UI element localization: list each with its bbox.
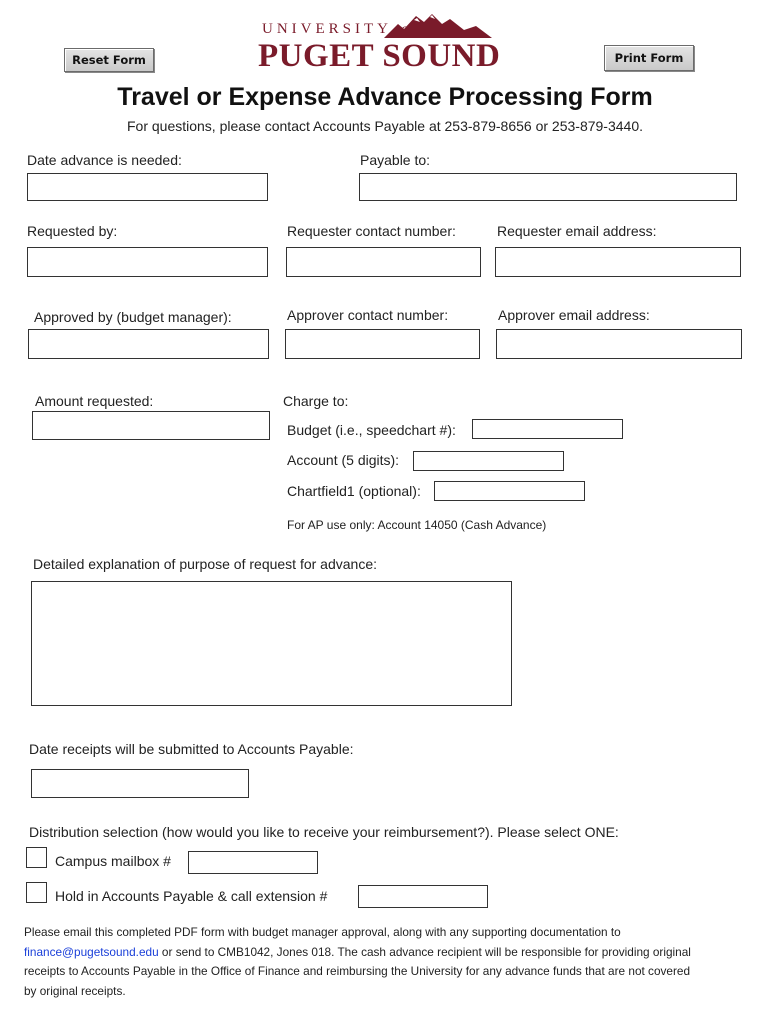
print-form-button[interactable]: Print Form bbox=[604, 45, 694, 71]
footer-text-before: Please email this completed PDF form with budget manager approval, along with any supporting documentation to bbox=[24, 925, 621, 939]
account-field[interactable] bbox=[413, 451, 564, 471]
campus-mailbox-field[interactable] bbox=[188, 851, 318, 874]
campus-mailbox-checkbox[interactable] bbox=[26, 847, 47, 868]
mountain-icon bbox=[384, 8, 492, 40]
logo-puget-sound-text: PUGET SOUND bbox=[258, 38, 501, 74]
receipts-date-field[interactable] bbox=[31, 769, 249, 798]
requester-email-label: Requester email address: bbox=[497, 223, 657, 239]
chartfield-field[interactable] bbox=[434, 481, 585, 501]
account-label: Account (5 digits): bbox=[287, 452, 400, 468]
campus-mailbox-label: Campus mailbox # bbox=[55, 853, 171, 869]
hold-ap-label: Hold in Accounts Payable & call extension # bbox=[55, 888, 328, 904]
finance-email-link[interactable]: finance@pugetsound.edu bbox=[24, 944, 159, 959]
page-title: Travel or Expense Advance Processing Form bbox=[117, 83, 653, 111]
amount-requested-label: Amount requested: bbox=[35, 393, 154, 409]
chartfield-label: Chartfield1 (optional): bbox=[287, 483, 421, 499]
amount-requested-field[interactable] bbox=[32, 411, 270, 440]
footer-text-after: or send to CMB1042, Jones 018. The cash advance recipient will be responsible for providing original receipts to Accounts Payable in the Office of Finance and reimbursing the University for any advance funds that are not covered by original receipts. bbox=[24, 944, 691, 998]
payable-to-field[interactable] bbox=[359, 173, 737, 201]
approver-phone-label: Approver contact number: bbox=[287, 307, 449, 323]
date-needed-label: Date advance is needed: bbox=[27, 152, 182, 168]
distribution-label: Distribution selection (how would you like to receive your reimbursement?). Please select ONE: bbox=[29, 824, 619, 840]
ap-use-note: For AP use only: Account 14050 (Cash Advance) bbox=[287, 518, 547, 532]
hold-ap-checkbox[interactable] bbox=[26, 882, 47, 903]
hold-ap-extension-field[interactable] bbox=[358, 885, 488, 908]
charge-to-label: Charge to: bbox=[283, 393, 349, 409]
requester-phone-field[interactable] bbox=[286, 247, 481, 277]
requested-by-label: Requested by: bbox=[27, 223, 118, 239]
budget-field[interactable] bbox=[472, 419, 623, 439]
approver-email-field[interactable] bbox=[496, 329, 742, 359]
budget-label: Budget (i.e., speedchart #): bbox=[287, 422, 456, 438]
contact-subtitle: For questions, please contact Accounts Payable at 253-879-8656 or 253-879-3440. bbox=[126, 118, 643, 134]
requester-phone-label: Requester contact number: bbox=[287, 223, 456, 239]
requester-email-field[interactable] bbox=[495, 247, 741, 277]
explanation-textarea[interactable] bbox=[31, 581, 512, 706]
requested-by-field[interactable] bbox=[27, 247, 268, 277]
approver-email-label: Approver email address: bbox=[498, 307, 650, 323]
approver-phone-field[interactable] bbox=[285, 329, 480, 359]
logo-university-text: UNIVERSITY bbox=[262, 21, 392, 37]
reset-form-button[interactable]: Reset Form bbox=[64, 48, 154, 72]
explanation-label: Detailed explanation of purpose of request for advance: bbox=[33, 556, 378, 572]
date-needed-field[interactable] bbox=[27, 173, 268, 201]
receipts-date-label: Date receipts will be submitted to Accounts Payable: bbox=[29, 741, 354, 757]
footer-instructions bbox=[24, 923, 704, 1001]
approved-by-field[interactable] bbox=[28, 329, 269, 359]
payable-to-label: Payable to: bbox=[360, 152, 431, 168]
approved-by-label: Approved by (budget manager): bbox=[34, 309, 232, 325]
